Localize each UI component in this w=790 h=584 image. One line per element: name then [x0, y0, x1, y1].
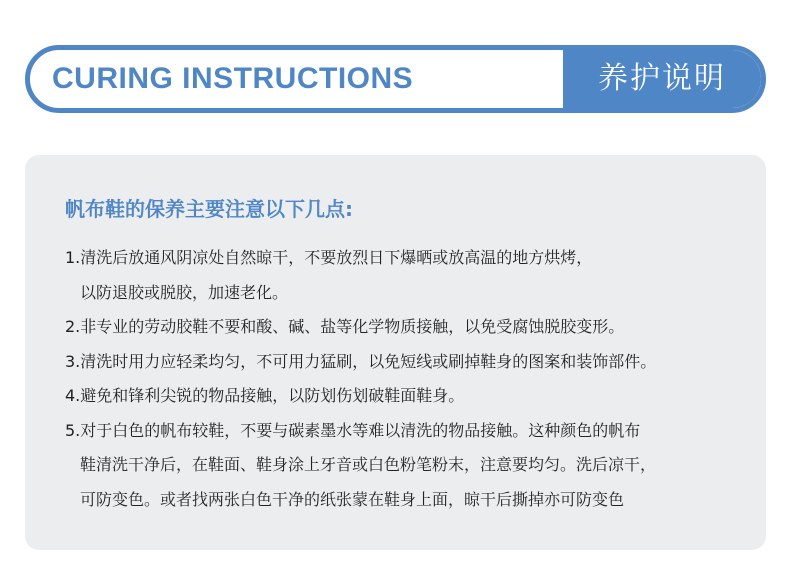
list-item [65, 345, 745, 380]
list-item-text: 3.清洗时用力应轻柔均匀，不可用力猛刷，以免短线或刷掉鞋身的图案和装饰部件。 [65, 351, 657, 371]
list-item [65, 379, 745, 414]
list-item-text: 以防退胶或脱胶，加速老化。 [80, 282, 289, 302]
list-item-text: 可防变色。或者找两张白色干净的纸张蒙在鞋身上面，晾干后撕掉亦可防变色 [80, 489, 625, 509]
list-item [65, 310, 745, 345]
header-title-zh: 养护说明 [563, 50, 761, 108]
instructions-card [25, 155, 766, 550]
list-item [65, 414, 745, 518]
instructions-heading: 帆布鞋的保养主要注意以下几点: [65, 197, 353, 221]
header-title-en: CURING INSTRUCTIONS [52, 62, 414, 95]
list-item-text: 4.避免和锋利尖锐的物品接触，以防划伤划破鞋面鞋身。 [65, 386, 465, 405]
list-item-text: 1.清洗后放通风阴凉处自然晾干，不要放烈日下爆晒或放高温的地方烘烤， [65, 248, 593, 267]
list-item-text: 鞋清洗干净后，在鞋面、鞋身涂上牙音或白色粉笔粉末，注意要均匀。洗后凉干， [80, 455, 657, 474]
instructions-list [65, 241, 745, 517]
list-item-text: 2.非专业的劳动胶鞋不要和酸、碱、盐等化学物质接触，以免受腐蚀脱胶变形。 [65, 317, 625, 336]
list-item-text: 5.对于白色的帆布较鞋，不要与碳素墨水等难以清洗的物品接触。这种颜色的帆布 [65, 420, 641, 440]
list-item [65, 241, 745, 310]
header-banner [25, 45, 766, 113]
